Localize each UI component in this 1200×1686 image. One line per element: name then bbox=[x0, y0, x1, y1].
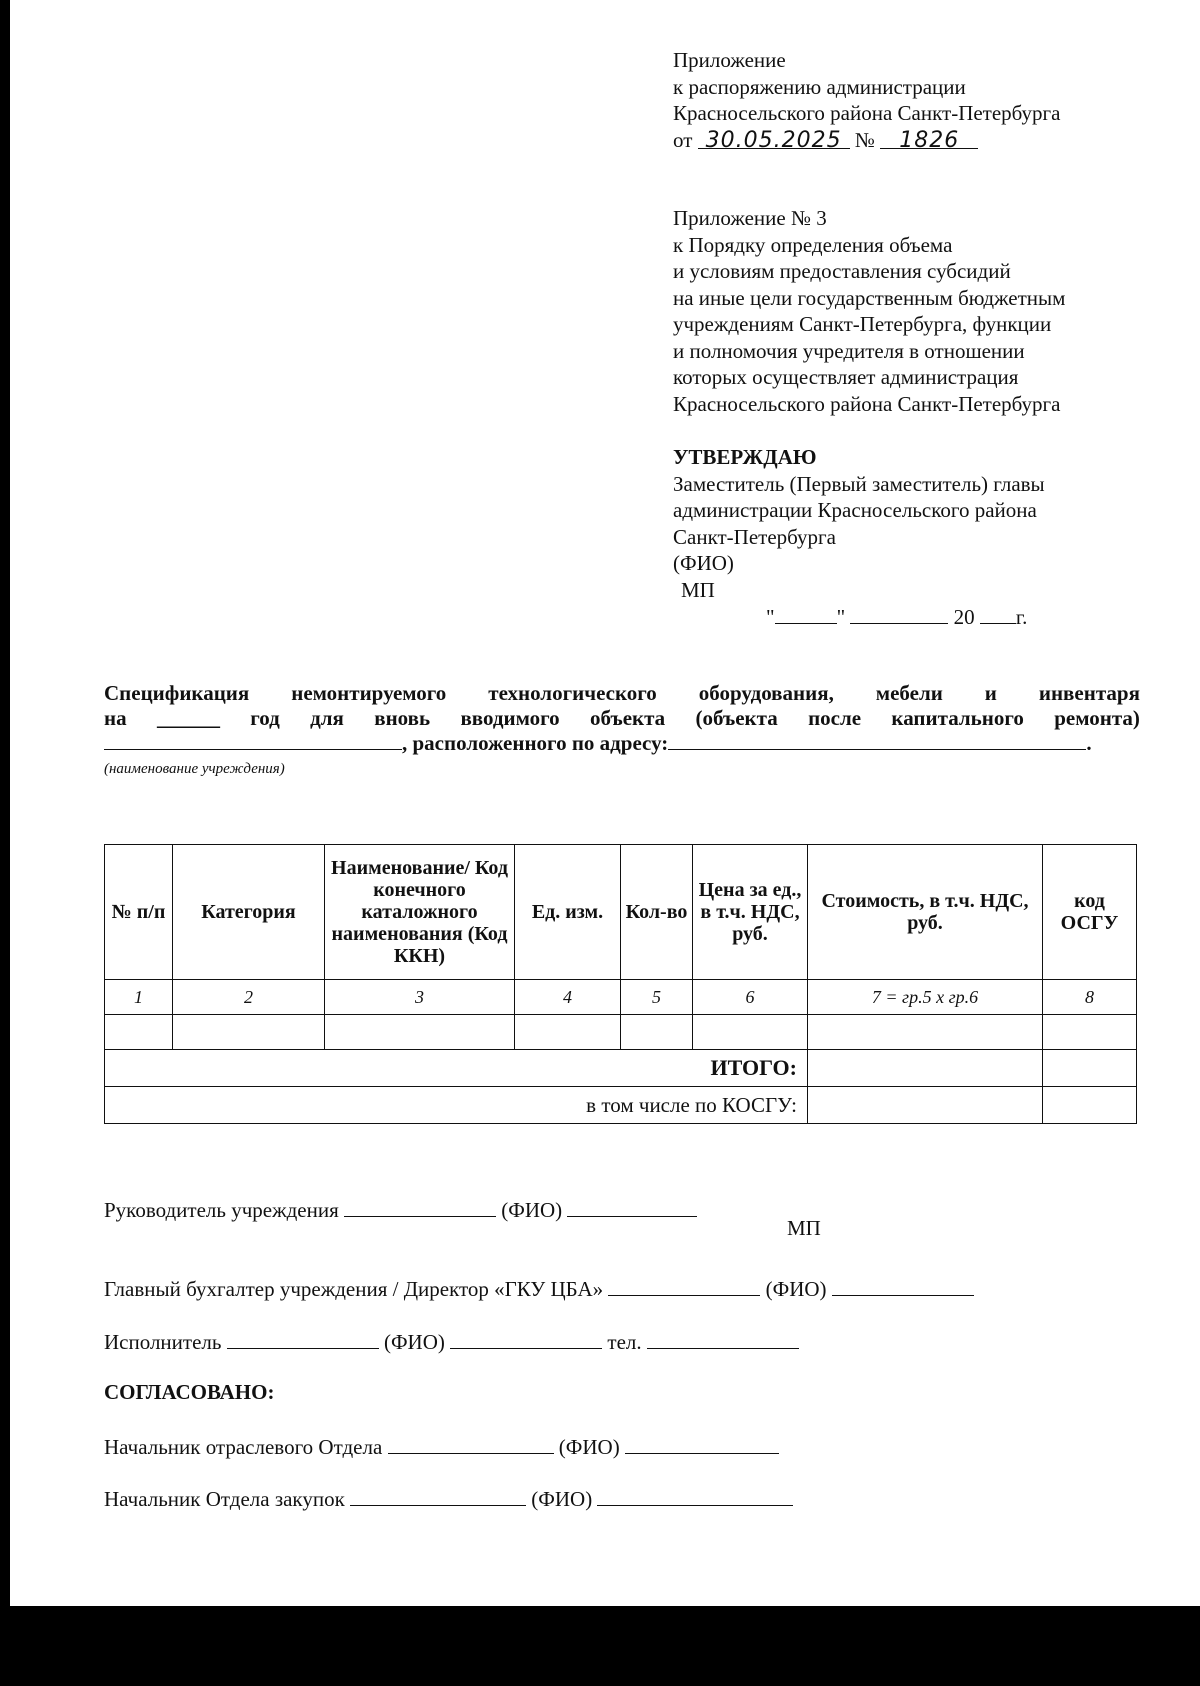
title-word: и bbox=[984, 681, 997, 705]
executor-label: Исполнитель bbox=[104, 1330, 222, 1354]
table-cell[interactable] bbox=[621, 1015, 693, 1050]
head-label: Руководитель учреждения bbox=[104, 1198, 339, 1222]
title-word: технологического bbox=[488, 681, 657, 705]
accountant-signature-row bbox=[104, 1275, 974, 1302]
phone-label: тел. bbox=[607, 1330, 642, 1354]
fio-blank bbox=[832, 1275, 974, 1296]
title-row-2 bbox=[104, 706, 1140, 731]
column-number: 8 bbox=[1043, 980, 1137, 1015]
title-word: после bbox=[808, 706, 862, 730]
dept-head-signature-row bbox=[104, 1433, 779, 1460]
institution-caption: (наименование учреждения) bbox=[104, 761, 285, 777]
address-blank bbox=[668, 731, 1086, 750]
table-header-row bbox=[105, 845, 1137, 980]
head-mp: МП bbox=[787, 1216, 821, 1240]
header-cell: Стоимость, в т.ч. НДС, руб. bbox=[808, 845, 1043, 980]
approval-line: Заместитель (Первый заместитель) главы bbox=[673, 471, 1045, 496]
header-cell: Цена за ед., в т.ч. НДС, руб. bbox=[693, 845, 808, 980]
signature-blank bbox=[227, 1328, 379, 1349]
approval-line: администрации Красносельского района bbox=[673, 498, 1037, 522]
scan-border-left bbox=[0, 0, 10, 1686]
year-suffix: г. bbox=[1015, 605, 1028, 629]
appendix3-line: и условиям предоставления субсидий bbox=[673, 259, 1011, 283]
approval-heading: УТВЕРЖДАЮ bbox=[673, 445, 817, 469]
number-sign: № bbox=[854, 127, 875, 152]
title-word: (объекта bbox=[695, 706, 778, 730]
appendix3-line: учреждениям Санкт-Петербурга, функции bbox=[673, 312, 1052, 336]
appendix3-line: Приложение № 3 bbox=[673, 206, 827, 230]
header-cell: Ед. изм. bbox=[515, 845, 621, 980]
kosgu-label: в том числе по КОСГУ: bbox=[105, 1087, 808, 1124]
day-blank bbox=[775, 603, 837, 624]
title-word: немонтируемого bbox=[291, 681, 447, 705]
agreed-heading: СОГЛАСОВАНО: bbox=[104, 1380, 275, 1404]
appendix3-line: Красносельского района Санкт-Петербурга bbox=[673, 391, 1061, 416]
fio-blank bbox=[597, 1485, 793, 1506]
number-handwritten: 1826 bbox=[880, 128, 978, 149]
title-year-blank: ______ bbox=[156, 706, 220, 730]
table-cell[interactable] bbox=[105, 1015, 173, 1050]
header-cell: код ОСГУ bbox=[1043, 845, 1137, 980]
appendix3-line: на иные цели государственным бюджетным bbox=[673, 285, 1066, 310]
procurement-signature-row bbox=[104, 1485, 793, 1512]
quote-close: " bbox=[836, 605, 846, 629]
title-word: для bbox=[310, 706, 344, 730]
table-cell[interactable] bbox=[808, 1015, 1043, 1050]
specification-table bbox=[104, 844, 1137, 1124]
accountant-label: Главный бухгалтер учреждения / Директор «ГКУ ЦБА» bbox=[104, 1277, 604, 1301]
institution-blank bbox=[104, 731, 402, 750]
fio-blank bbox=[450, 1328, 602, 1349]
signature-blank bbox=[350, 1485, 526, 1506]
appendix-header bbox=[673, 47, 1061, 153]
appendix-line: к распоряжению администрации bbox=[673, 74, 966, 99]
title-word: объекта bbox=[589, 706, 666, 730]
appendix3-line: к Порядку определения объема bbox=[673, 232, 953, 257]
table-row bbox=[105, 1015, 1137, 1050]
fio-label: (ФИО) bbox=[558, 1435, 620, 1459]
fio-label: (ФИО) bbox=[383, 1330, 445, 1354]
title-word: мебели bbox=[875, 681, 943, 705]
fio-blank bbox=[625, 1433, 779, 1454]
fio-blank bbox=[567, 1196, 697, 1217]
title-word: оборудования, bbox=[698, 681, 834, 705]
approval-mp: МП bbox=[681, 577, 715, 602]
title-word: на bbox=[104, 706, 127, 730]
title-word: вводимого bbox=[460, 706, 560, 730]
signature-blank bbox=[388, 1433, 554, 1454]
total-row bbox=[105, 1050, 1137, 1087]
table-cell[interactable] bbox=[515, 1015, 621, 1050]
title-word: год bbox=[250, 706, 280, 730]
appendix3-line: и полномочия учредителя в отношении bbox=[673, 338, 1025, 363]
table-cell[interactable] bbox=[1043, 1015, 1137, 1050]
appendix-line: Красносельского района Санкт-Петербурга bbox=[673, 101, 1061, 125]
header-cell: № п/п bbox=[105, 845, 173, 980]
month-blank bbox=[850, 603, 948, 624]
table-cell[interactable] bbox=[325, 1015, 515, 1050]
phone-blank bbox=[647, 1328, 799, 1349]
appendix-line: Приложение bbox=[673, 48, 786, 72]
appendix3-block bbox=[673, 205, 1065, 417]
total-label: ИТОГО: bbox=[105, 1050, 808, 1087]
fio-label: (ФИО) bbox=[531, 1487, 593, 1511]
approval-line: Санкт-Петербурга bbox=[673, 524, 836, 549]
scan-border-bottom bbox=[0, 1606, 1200, 1686]
title-row-3 bbox=[104, 731, 1140, 756]
quote-open: " bbox=[766, 605, 775, 629]
year-prefix: 20 bbox=[953, 605, 975, 629]
head-signature-row bbox=[104, 1196, 697, 1223]
fio-label: (ФИО) bbox=[501, 1198, 563, 1222]
column-number: 4 bbox=[515, 980, 621, 1015]
title-word: капитального bbox=[891, 706, 1024, 730]
spec-title bbox=[104, 681, 1140, 756]
total-osgu-cell[interactable] bbox=[1043, 1050, 1137, 1087]
total-value-cell[interactable] bbox=[808, 1050, 1043, 1087]
title-period: . bbox=[1086, 731, 1092, 755]
column-number: 3 bbox=[325, 980, 515, 1015]
title-word: инвентаря bbox=[1038, 681, 1140, 705]
header-cell: Категория bbox=[173, 845, 325, 980]
year-blank bbox=[980, 603, 1016, 624]
column-number: 7 = гр.5 х гр.6 bbox=[808, 980, 1043, 1015]
kosgu-value-cell[interactable] bbox=[808, 1087, 1043, 1124]
appendix3-line: которых осуществляет администрация bbox=[673, 365, 1019, 389]
appendix-date-row bbox=[673, 127, 1061, 154]
title-word: ремонта) bbox=[1054, 706, 1140, 730]
table-cell[interactable] bbox=[173, 1015, 325, 1050]
address-label: , расположенного по адресу: bbox=[402, 731, 669, 755]
fio-label: (ФИО) bbox=[765, 1277, 827, 1301]
approval-date-row bbox=[766, 603, 1027, 631]
signature-blank bbox=[608, 1275, 760, 1296]
dept-head-label: Начальник отраслевого Отдела bbox=[104, 1435, 383, 1459]
column-number: 2 bbox=[173, 980, 325, 1015]
approval-line: (ФИО) bbox=[673, 551, 734, 575]
column-number: 6 bbox=[693, 980, 808, 1015]
column-number-row bbox=[105, 980, 1137, 1015]
header-cell: Кол-во bbox=[621, 845, 693, 980]
executor-signature-row bbox=[104, 1328, 799, 1355]
title-row-1 bbox=[104, 681, 1140, 706]
procurement-head-label: Начальник Отдела закупок bbox=[104, 1487, 345, 1511]
kosgu-osgu-cell[interactable] bbox=[1043, 1087, 1137, 1124]
column-number: 1 bbox=[105, 980, 173, 1015]
date-handwritten: 30.05.2025 bbox=[698, 128, 850, 149]
header-cell: Наименование/ Код конечного каталожного наименования (Код ККН) bbox=[325, 845, 515, 980]
date-prefix: от bbox=[673, 127, 693, 152]
kosgu-row bbox=[105, 1087, 1137, 1124]
title-word: вновь bbox=[374, 706, 431, 730]
table-cell[interactable] bbox=[693, 1015, 808, 1050]
approval-block bbox=[673, 444, 1045, 603]
signature-blank bbox=[344, 1196, 496, 1217]
title-word: Спецификация bbox=[104, 681, 250, 705]
column-number: 5 bbox=[621, 980, 693, 1015]
